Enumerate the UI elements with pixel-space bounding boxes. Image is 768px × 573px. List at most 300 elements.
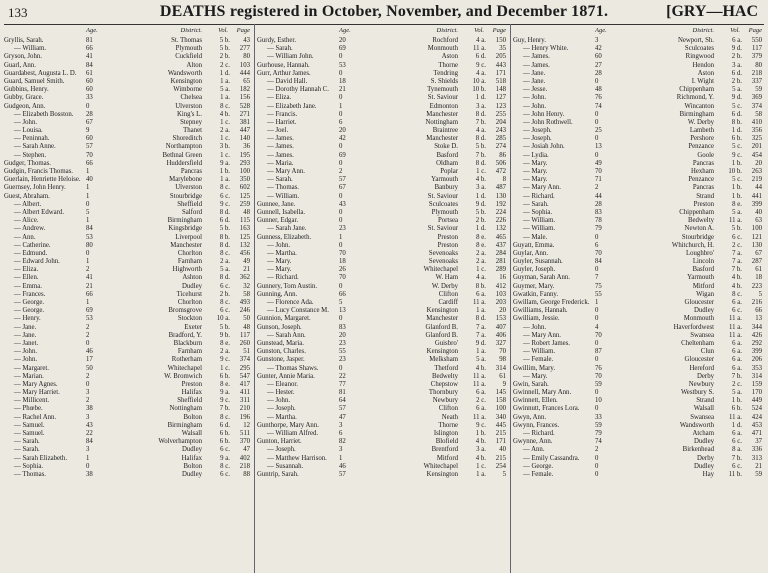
entry-age: 41 bbox=[86, 53, 93, 61]
entry-page: 182 bbox=[239, 86, 250, 94]
register-entry bbox=[513, 430, 764, 438]
entry-age: 18 bbox=[339, 258, 346, 266]
entry-age: 3 bbox=[86, 413, 90, 421]
entry-district: Sheffield bbox=[177, 397, 202, 405]
entry-age: 0 bbox=[339, 241, 343, 249]
entry-page: 325 bbox=[751, 135, 762, 143]
entry-district: Birkenhead bbox=[682, 446, 714, 454]
entry-name: — Jane. bbox=[14, 323, 37, 331]
entry-volume: 1 c. bbox=[220, 364, 230, 372]
entry-name: — Joseph. bbox=[267, 405, 296, 413]
entry-age: 1 bbox=[339, 233, 343, 241]
entry-page: 254 bbox=[495, 462, 506, 470]
entry-name: — Male. bbox=[523, 233, 548, 241]
entry-age: 55 bbox=[339, 348, 346, 356]
entry-volume: 9 a. bbox=[220, 159, 230, 167]
entry-name: — Richard. bbox=[267, 274, 299, 282]
entry-name: Gunstead, Maria. bbox=[257, 339, 304, 347]
entry-district: Cheltenham bbox=[681, 339, 714, 347]
entry-age: 59 bbox=[595, 421, 602, 429]
entry-name: — Albert. bbox=[14, 200, 42, 208]
entry-name: Gudger, Thomas. bbox=[4, 159, 51, 167]
register-entry bbox=[4, 299, 252, 307]
entry-page: 411 bbox=[240, 389, 250, 397]
entry-age: 3 bbox=[595, 37, 599, 44]
entry-district: Oldham bbox=[436, 159, 458, 167]
register-entry bbox=[257, 340, 508, 348]
entry-name: Gryllis, Sarah. bbox=[4, 37, 44, 44]
entry-volume: 11 a. bbox=[473, 372, 486, 380]
entry-volume: 1 d. bbox=[475, 94, 486, 102]
entry-age: 3 bbox=[86, 446, 90, 454]
entry-volume: 10 b. bbox=[728, 168, 742, 175]
entry-name: — George. bbox=[14, 299, 45, 306]
register-entry bbox=[4, 422, 252, 430]
register-entry bbox=[4, 348, 252, 356]
register-entry bbox=[257, 438, 508, 446]
entry-age: 22 bbox=[339, 372, 346, 380]
register-entry bbox=[513, 356, 764, 364]
entry-district: Manchester bbox=[170, 241, 202, 249]
entry-page: 61 bbox=[755, 266, 762, 274]
entry-volume: 4 b. bbox=[475, 438, 486, 446]
register-entry bbox=[4, 242, 252, 250]
register-entry bbox=[513, 258, 764, 266]
entry-page: 246 bbox=[239, 307, 250, 315]
entry-name: — Rachel Ann. bbox=[14, 413, 57, 421]
entry-page: 547 bbox=[239, 372, 250, 380]
entry-volume: 1 c. bbox=[476, 462, 486, 470]
entry-age: 2 bbox=[595, 446, 599, 454]
entry-volume: 1 a. bbox=[220, 94, 230, 102]
register-entry bbox=[4, 70, 252, 78]
entry-age: 23 bbox=[339, 356, 346, 364]
entry-page: 362 bbox=[239, 274, 250, 282]
entry-page: 192 bbox=[495, 200, 506, 208]
entry-district: Lincoln bbox=[692, 258, 714, 266]
entry-name: — Female. bbox=[523, 470, 554, 478]
entry-name: — Marian. bbox=[14, 372, 44, 380]
entry-age: 70 bbox=[595, 331, 602, 339]
entry-volume: 5 c. bbox=[732, 176, 742, 184]
entry-volume: 1 b. bbox=[731, 397, 742, 405]
entry-district: Pershore bbox=[690, 135, 714, 143]
entry-page: 51 bbox=[243, 348, 250, 356]
entry-page: 16 bbox=[499, 274, 506, 282]
entry-age: 84 bbox=[86, 61, 93, 69]
entry-age: 53 bbox=[86, 233, 93, 241]
entry-name: Gwynne, Ann. bbox=[513, 438, 553, 446]
register-entry bbox=[4, 143, 252, 151]
register-entry bbox=[257, 103, 508, 111]
entry-volume: 8 c. bbox=[220, 102, 230, 110]
entry-age: 0 bbox=[595, 77, 599, 85]
entry-district: Birmingham bbox=[167, 421, 202, 429]
entry-name: — Joseph. bbox=[267, 446, 296, 454]
entry-name: Gwin, Sarah. bbox=[513, 380, 549, 388]
entry-page: 158 bbox=[495, 397, 506, 405]
entry-volume: 6 a. bbox=[732, 299, 742, 306]
register-entry bbox=[4, 307, 252, 315]
register-entry bbox=[513, 152, 764, 160]
entry-age: 2 bbox=[86, 397, 90, 405]
entry-district: Kensington bbox=[426, 470, 458, 478]
entry-district: Preston bbox=[181, 380, 202, 388]
entry-name: Guerlain, Henriette Heloise. bbox=[4, 176, 81, 184]
entry-age: 1 bbox=[339, 454, 343, 462]
entry-volume: 6 c. bbox=[220, 282, 230, 290]
entry-page: 493 bbox=[239, 299, 250, 306]
entry-age: 18 bbox=[339, 77, 346, 85]
entry-age: 80 bbox=[86, 241, 93, 249]
entry-volume: 8 e. bbox=[476, 241, 486, 249]
register-entry bbox=[4, 324, 252, 332]
entry-name: — Eleanor. bbox=[267, 380, 298, 388]
register-entry bbox=[257, 119, 508, 127]
entry-page: 441 bbox=[751, 192, 762, 200]
register-entry bbox=[513, 381, 764, 389]
entry-page: 48 bbox=[243, 208, 250, 216]
entry-district: Wolverhampton bbox=[158, 438, 202, 446]
register-entry bbox=[257, 184, 508, 192]
entry-volume: 5 b. bbox=[219, 37, 230, 44]
entry-district: Bedwelty bbox=[431, 372, 458, 380]
entry-age: 0 bbox=[595, 315, 599, 323]
register-entry bbox=[257, 62, 508, 70]
entry-page: 5 bbox=[502, 470, 506, 478]
entry-name: Gunning, Ann. bbox=[257, 290, 298, 298]
entry-name: — Stephen. bbox=[14, 151, 47, 159]
entry-age: 57 bbox=[339, 405, 346, 413]
entry-page: 9 bbox=[502, 380, 506, 388]
entry-age: 42 bbox=[339, 135, 346, 143]
entry-age: 38 bbox=[86, 470, 93, 478]
entry-volume: 5 b. bbox=[475, 143, 486, 151]
entry-district: Bolton bbox=[183, 413, 202, 421]
entry-district: Clifton bbox=[438, 405, 458, 413]
entry-district: Rotherham bbox=[171, 356, 202, 364]
entry-district: Whitechapel bbox=[423, 462, 458, 470]
entry-name: — Sarah. bbox=[523, 200, 549, 208]
entry-name: — Thomas. bbox=[267, 184, 299, 192]
entry-name: — Sarah. bbox=[14, 438, 40, 446]
entry-district: Birmingham bbox=[167, 217, 202, 225]
entry-district: Newbury bbox=[432, 397, 458, 405]
entry-age: 0 bbox=[595, 118, 599, 126]
register-entry bbox=[513, 340, 764, 348]
entry-page: 100 bbox=[239, 168, 250, 175]
entry-district: Chippenham bbox=[679, 208, 714, 216]
entry-age: 77 bbox=[339, 380, 346, 388]
register-entry bbox=[257, 143, 508, 151]
entry-page: 337 bbox=[751, 77, 762, 85]
entry-name: Gurhouse, Hannah. bbox=[257, 61, 310, 69]
register-entry bbox=[257, 274, 508, 282]
entry-page: 70 bbox=[499, 348, 506, 356]
entry-page: 159 bbox=[751, 380, 762, 388]
entry-name: — Henry White. bbox=[523, 45, 569, 53]
entry-name: Guy, Henry. bbox=[513, 37, 546, 44]
register-entry bbox=[257, 94, 508, 102]
entry-district: Thorne bbox=[438, 61, 458, 69]
entry-age: 66 bbox=[339, 290, 346, 298]
entry-page: 127 bbox=[495, 94, 506, 102]
entry-volume: 5 b. bbox=[731, 225, 742, 233]
entry-district: Thetford bbox=[434, 364, 458, 372]
entry-age: 0 bbox=[595, 339, 599, 347]
entry-volume: 6 a. bbox=[476, 389, 486, 397]
entry-page: 456 bbox=[239, 249, 250, 257]
entry-name: — Sophia. bbox=[14, 462, 44, 470]
entry-volume: 8 b. bbox=[475, 282, 486, 290]
entry-age: 42 bbox=[595, 45, 602, 53]
entry-name: — Mary. bbox=[523, 176, 548, 184]
entry-page: 259 bbox=[239, 200, 250, 208]
entry-volume: 2 b. bbox=[731, 77, 742, 85]
column-header-district: District. bbox=[180, 27, 202, 34]
entry-district: Strand bbox=[696, 192, 714, 200]
entry-age: 79 bbox=[595, 225, 602, 233]
entry-district: Tynemouth bbox=[427, 86, 458, 94]
entry-name: Guyler, Susannah. bbox=[513, 258, 563, 266]
entry-district: Stourbridge bbox=[169, 192, 202, 200]
entry-name: — William. bbox=[523, 348, 556, 356]
entry-name: — James. bbox=[267, 151, 294, 159]
entry-volume: 11 b. bbox=[728, 470, 742, 478]
register-entry bbox=[4, 111, 252, 119]
column-header-vol: Vol. bbox=[730, 27, 740, 34]
entry-age: 2 bbox=[595, 184, 599, 192]
entry-name: Guylar, Ann. bbox=[513, 249, 549, 257]
entry-age: 26 bbox=[339, 266, 346, 274]
register-entry bbox=[257, 70, 508, 78]
register-entry bbox=[257, 455, 508, 463]
entry-age: 0 bbox=[339, 53, 343, 61]
register-entry bbox=[257, 127, 508, 135]
register-entry bbox=[4, 274, 252, 282]
register-entry bbox=[257, 463, 508, 471]
entry-district: Dudley bbox=[181, 282, 202, 290]
entry-page: 215 bbox=[495, 454, 506, 462]
entry-page: 292 bbox=[751, 339, 762, 347]
entry-name: — Maria. bbox=[267, 159, 294, 167]
entry-page: 20 bbox=[499, 307, 506, 315]
entry-age: 0 bbox=[339, 208, 343, 216]
register-entry bbox=[513, 193, 764, 201]
register-entry bbox=[4, 78, 252, 86]
entry-volume: 6 a. bbox=[476, 290, 486, 298]
entry-page: 340 bbox=[495, 413, 506, 421]
register-entry bbox=[257, 291, 508, 299]
entry-page: 374 bbox=[751, 102, 762, 110]
entry-age: 2 bbox=[86, 331, 90, 339]
entry-page: 47 bbox=[243, 446, 250, 454]
column-header-page: Page bbox=[748, 27, 762, 34]
entry-age: 3 bbox=[86, 389, 90, 397]
entry-volume: 5 a. bbox=[732, 86, 742, 94]
entry-volume: 6 b. bbox=[731, 405, 742, 413]
entry-page: 132 bbox=[239, 241, 250, 249]
register-entry bbox=[513, 422, 764, 430]
entry-volume: 11 a. bbox=[473, 299, 486, 306]
entry-district: Farnham bbox=[177, 258, 202, 266]
entry-age: 70 bbox=[339, 249, 346, 257]
entry-district: St. Thomas bbox=[171, 37, 202, 44]
entry-name: — James. bbox=[523, 61, 550, 69]
register-entry bbox=[513, 299, 764, 307]
entry-district: Newton A. bbox=[684, 225, 714, 233]
entry-page: 281 bbox=[495, 258, 506, 266]
entry-district: Swansea bbox=[690, 413, 714, 421]
entry-page: 36 bbox=[243, 143, 250, 151]
entry-name: Gwinnell, Mary Ann. bbox=[513, 389, 572, 397]
register-entry bbox=[4, 438, 252, 446]
entry-district: Kensington bbox=[426, 307, 458, 315]
entry-name: — Mary Agnes. bbox=[14, 380, 58, 388]
entry-page: 263 bbox=[751, 168, 762, 175]
entry-volume: 5 b. bbox=[475, 208, 486, 216]
register-entry bbox=[4, 381, 252, 389]
entry-district: Loughbro' bbox=[685, 249, 714, 257]
entry-page: 314 bbox=[751, 372, 762, 380]
entry-volume: 6 b. bbox=[731, 135, 742, 143]
entry-page: 205 bbox=[495, 53, 506, 61]
entry-age: 60 bbox=[595, 53, 602, 61]
entry-page: 399 bbox=[751, 200, 762, 208]
entry-name: — Martha. bbox=[267, 413, 297, 421]
entry-age: 87 bbox=[595, 348, 602, 356]
entry-page: 374 bbox=[239, 356, 250, 364]
entry-district: W. Derby bbox=[431, 282, 458, 290]
register-entry bbox=[513, 348, 764, 356]
entry-age: 53 bbox=[339, 61, 346, 69]
entry-age: 0 bbox=[86, 339, 90, 347]
entry-district: Braintree bbox=[432, 127, 458, 135]
entry-volume: 11 a. bbox=[473, 413, 486, 421]
register-entry bbox=[257, 234, 508, 242]
entry-volume: 2 a. bbox=[220, 348, 230, 356]
entry-age: 6 bbox=[339, 430, 343, 437]
entry-volume: 6 c. bbox=[220, 307, 230, 315]
entry-page: 417 bbox=[239, 380, 250, 388]
column-header-vol: Vol. bbox=[218, 27, 228, 34]
entry-volume: 8 b. bbox=[219, 233, 230, 241]
entry-name: — Emily Cassandra. bbox=[523, 454, 580, 462]
entry-name: — Josiah John. bbox=[523, 143, 565, 151]
entry-page: 59 bbox=[755, 86, 762, 94]
register-entry bbox=[4, 160, 252, 168]
entry-volume: 9 d. bbox=[475, 339, 486, 347]
entry-volume: 5 b. bbox=[219, 45, 230, 53]
entry-name: — Margaret. bbox=[14, 364, 49, 372]
entry-name: Gudgeon, Ann. bbox=[4, 102, 46, 110]
entry-page: 48 bbox=[243, 323, 250, 331]
entry-page: 123 bbox=[495, 102, 506, 110]
entry-name: — James. bbox=[523, 53, 550, 61]
entry-district: Hay bbox=[702, 470, 714, 478]
entry-page: 171 bbox=[495, 438, 506, 446]
entry-volume: 5 a. bbox=[220, 266, 230, 274]
entry-page: 171 bbox=[495, 69, 506, 77]
register-entry bbox=[513, 307, 764, 315]
column-header bbox=[513, 26, 764, 37]
entry-name: — Jane. bbox=[523, 69, 546, 77]
entry-district: Goole bbox=[697, 151, 714, 159]
entry-age: 67 bbox=[339, 184, 346, 192]
entry-volume: 8 e. bbox=[732, 200, 742, 208]
entry-volume: 6 d. bbox=[731, 110, 742, 118]
entry-age: 22 bbox=[86, 430, 93, 437]
entry-district: Newbury bbox=[688, 380, 714, 388]
register-column-1 bbox=[4, 26, 252, 573]
register-entry bbox=[257, 446, 508, 454]
entry-district: Glanford B. bbox=[425, 323, 458, 331]
entry-volume: 6 d. bbox=[219, 421, 230, 429]
entry-name: — Sarah Elizabeth. bbox=[14, 454, 68, 462]
entry-volume: 8 d. bbox=[475, 315, 486, 323]
register-entry bbox=[513, 225, 764, 233]
entry-name: — Susannah. bbox=[267, 462, 304, 470]
entry-age: 1 bbox=[86, 192, 90, 200]
entry-volume: 2 b. bbox=[731, 53, 742, 61]
index-range: [GRY—HAC bbox=[666, 3, 758, 20]
entry-volume: 8 d. bbox=[219, 274, 230, 282]
entry-district: Pancras bbox=[180, 168, 202, 175]
register-entry bbox=[4, 234, 252, 242]
register-entry bbox=[4, 340, 252, 348]
register-entry bbox=[513, 111, 764, 119]
register-entry bbox=[257, 405, 508, 413]
entry-district: Aston bbox=[441, 53, 458, 61]
entry-page: 336 bbox=[751, 446, 762, 454]
register-entry bbox=[4, 94, 252, 102]
register-entry bbox=[513, 266, 764, 274]
register-entry bbox=[257, 348, 508, 356]
entry-volume: 11 a. bbox=[729, 331, 742, 339]
entry-age: 0 bbox=[595, 470, 599, 478]
entry-page: 424 bbox=[751, 413, 762, 421]
register-entry bbox=[257, 332, 508, 340]
entry-page: 103 bbox=[239, 61, 250, 69]
entry-district: Kingsbridge bbox=[168, 225, 202, 233]
entry-volume: 9 d. bbox=[731, 94, 742, 102]
entry-district: Stockton bbox=[177, 315, 202, 323]
entry-district: Hexham bbox=[690, 168, 714, 175]
entry-page: 550 bbox=[751, 37, 762, 44]
register-entry bbox=[4, 291, 252, 299]
entry-name: — Eliza. bbox=[267, 94, 292, 102]
entry-district: Preston bbox=[437, 233, 458, 241]
register-entry bbox=[513, 160, 764, 168]
register-column-2 bbox=[257, 26, 508, 573]
entry-name: — William. bbox=[267, 192, 300, 200]
entry-district: Gloucester bbox=[684, 299, 714, 306]
register-entry bbox=[4, 37, 252, 45]
entry-name: — Joseph. bbox=[523, 135, 552, 143]
entry-volume: 9 c. bbox=[220, 200, 230, 208]
column-header bbox=[257, 26, 508, 37]
entry-volume: 1 c. bbox=[476, 168, 486, 175]
register-entry bbox=[513, 250, 764, 258]
register-entry bbox=[4, 471, 252, 479]
register-entry bbox=[513, 103, 764, 111]
entry-district: Thornbury bbox=[428, 389, 458, 397]
entry-name: — Lydia. bbox=[523, 151, 549, 159]
entry-page: 447 bbox=[239, 127, 250, 135]
entry-page: 353 bbox=[751, 364, 762, 372]
entry-name: — Peninnah. bbox=[14, 135, 50, 143]
register-entry bbox=[513, 45, 764, 53]
